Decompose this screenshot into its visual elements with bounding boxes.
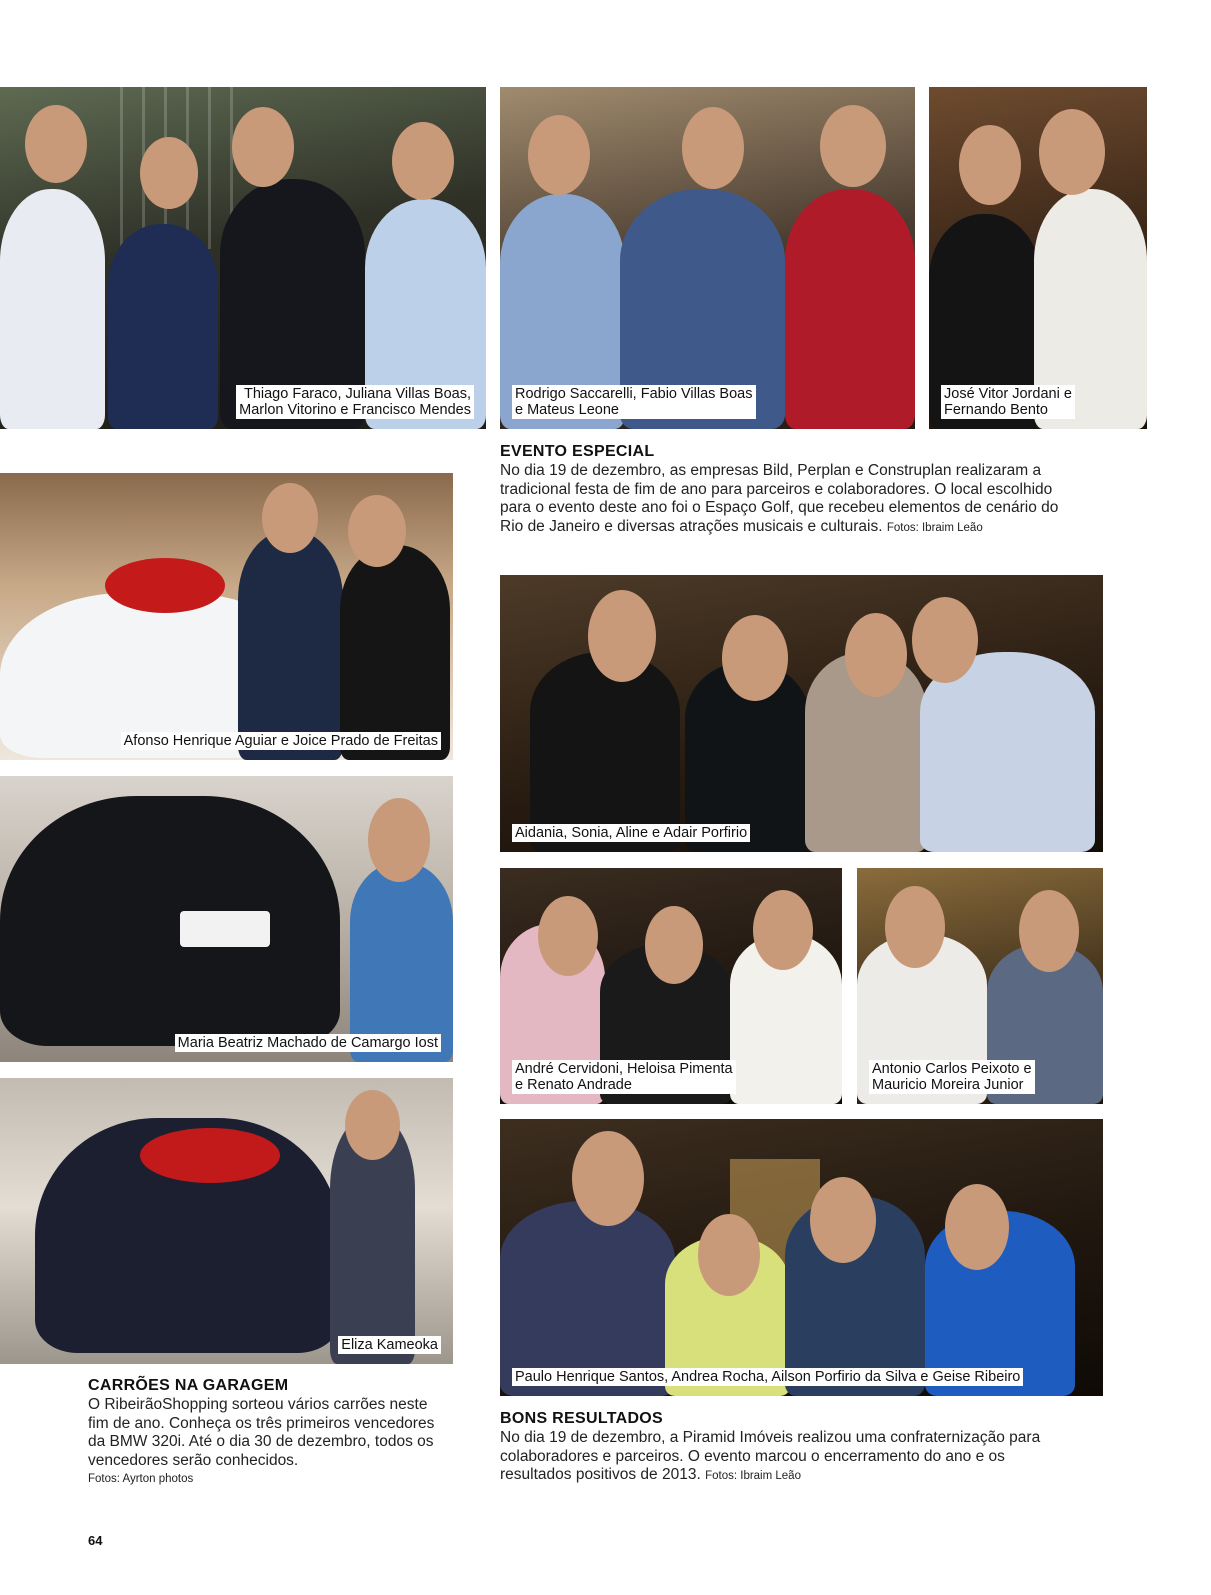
photo-credit: Fotos: Ayrton photos	[88, 1473, 194, 1485]
photo-caption	[512, 1060, 736, 1094]
photo-caption	[512, 385, 756, 419]
article-heading: CARRÕES NA GARAGEM	[88, 1377, 289, 1394]
caption-line: e Renato Andrade	[515, 1077, 632, 1093]
body-line: Rio de Janeiro e diversas atrações musicais e culturais.	[500, 517, 883, 535]
article-body	[500, 462, 1110, 537]
caption-line: Mauricio Moreira Junior	[872, 1077, 1024, 1093]
body-line: vencedores serão conhecidos.	[88, 1451, 299, 1469]
article-body	[88, 1396, 468, 1489]
photo-group-5	[500, 868, 842, 1104]
body-line: colaboradores e parceiros. O evento marcou o encerramento do ano e os	[500, 1447, 1005, 1465]
body-line: No dia 19 de dezembro, a Piramid Imóveis realizou uma confraternização para	[500, 1429, 1041, 1446]
photo-caption	[869, 1060, 1035, 1094]
caption-line: Antonio Carlos Peixoto e	[872, 1061, 1032, 1077]
photo-car-winner-2	[0, 776, 453, 1062]
photo-caption	[512, 824, 750, 842]
photo-group-3	[929, 87, 1147, 429]
caption-line: Afonso Henrique Aguiar e Joice Prado de Freitas	[123, 733, 438, 749]
photo-car-winner-3	[0, 1078, 453, 1364]
body-line: tradicional festa de fim de ano para parceiros e colaboradores. O local escolhido	[500, 480, 1053, 498]
photo-group-6	[857, 868, 1103, 1104]
photo-group-7	[500, 1119, 1103, 1396]
caption-line: Maria Beatriz Machado de Camargo Iost	[177, 1035, 438, 1051]
article-heading: EVENTO ESPECIAL	[500, 443, 655, 460]
caption-line: André Cervidoni, Heloisa Pimenta	[515, 1061, 733, 1077]
photo-group-2	[500, 87, 915, 429]
photo-group-4	[500, 575, 1103, 852]
caption-line: Fernando Bento	[944, 402, 1048, 418]
photo-caption	[175, 1034, 441, 1052]
article-heading: BONS RESULTADOS	[500, 1410, 664, 1427]
body-line: resultados positivos de 2013.	[500, 1466, 701, 1483]
photo-group-1	[0, 87, 486, 429]
caption-line: e Mateus Leone	[515, 402, 619, 418]
caption-line: Aidania, Sonia, Aline e Adair Porfirio	[515, 825, 748, 841]
caption-line: Paulo Henrique Santos, Andrea Rocha, Ailson Porfirio da Silva e Geise Ribeiro	[515, 1369, 1021, 1385]
body-line: para o evento deste ano foi o Espaço Golf, que recebeu elementos de cenário do	[500, 499, 1059, 516]
photo-caption	[236, 385, 474, 419]
photo-car-winner-1	[0, 473, 453, 760]
body-line: No dia 19 de dezembro, as empresas Bild, Perplan e Construplan realizaram a	[500, 462, 1042, 479]
body-line: da BMW 320i. Até o dia 30 de dezembro, todos os	[88, 1433, 434, 1450]
caption-line: Eliza Kameoka	[341, 1337, 438, 1353]
photo-caption	[512, 1368, 1023, 1386]
body-line: O RibeirãoShopping sorteou vários carrões neste	[88, 1396, 428, 1413]
photo-credit: Fotos: Ibraim Leão	[886, 521, 983, 534]
body-line: fim de ano. Conheça os três primeiros vencedores	[88, 1414, 435, 1432]
photo-caption	[338, 1336, 441, 1354]
caption-line: Thiago Faraco, Juliana Villas Boas,	[243, 386, 471, 402]
article-body	[500, 1429, 1110, 1486]
photo-caption	[941, 385, 1075, 419]
caption-line: Marlon Vitorino e Francisco Mendes	[239, 402, 471, 418]
page-number: 64	[88, 1533, 103, 1548]
photo-credit: Fotos: Ibraim Leão	[705, 1470, 801, 1482]
photo-caption	[121, 732, 441, 750]
caption-line: Rodrigo Saccarelli, Fabio Villas Boas	[515, 386, 753, 402]
caption-line: José Vitor Jordani e	[944, 386, 1072, 402]
